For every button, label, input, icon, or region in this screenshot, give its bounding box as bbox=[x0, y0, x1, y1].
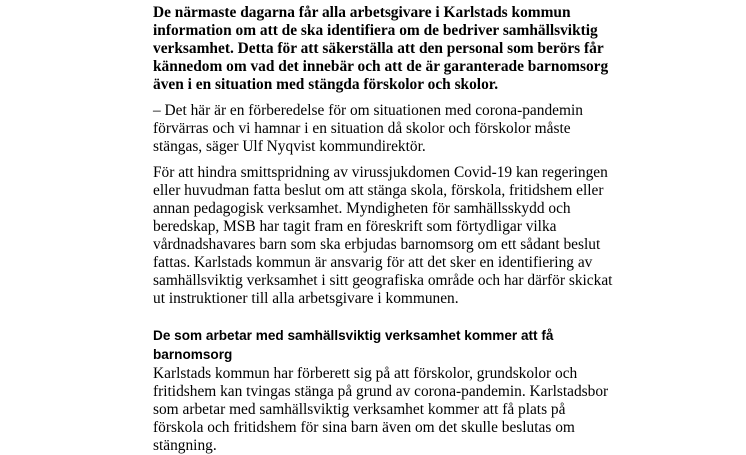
section-heading: De som arbetar med samhällsviktig verksamhet kommer att få barnomsorg bbox=[153, 328, 554, 362]
lead-paragraph: De närmaste dagarna får alla arbetsgivare i Karlstads kommun information om att de ska identifiera om de bedriver samhällsviktig verksamhet. Detta för att säkerställa att den personal som berörs får kännedom om vad det innebär och att de är garanterade barnomsorg även i en situation med stängda förskolor och skolor. bbox=[153, 4, 609, 93]
article-body bbox=[153, 4, 613, 455]
body-paragraph-2: Karlstads kommun har förberett sig på att förskolor, grundskolor och fritidshem kan tvingas stänga på grund av corona-pandemin. Karlstadsbor som arbetar med samhällsviktig verksamhet kommer att få plats på förskola och fritidshem för sina barn även om det skulle beslutas om stängning. bbox=[153, 365, 609, 454]
body-paragraph-1: För att hindra smittspridning av virussjukdomen Covid-19 kan regeringen eller huvudman fatta beslut om att stänga skola, förskola, fritidshem eller annan pedagogisk verksamhet. Myndigheten för samhällsskydd och beredskap, MSB har tagit fram en föreskrift som förtydligar vilka vårdnadshavares barn som ska erbjudas barnomsorg om ett sådant beslut fattas. Karlstads kommun är ansvarig för att det sker en identifiering av samhällsviktig verksamhet i sitt geografiska område och har därför skickat ut instruktioner till alla arbetsgivare i kommunen. bbox=[153, 164, 613, 307]
quote-paragraph: – Det här är en förberedelse för om situationen med corona-pandemin förvärras och vi hamnar i en situation då skolor och förskolor måste stängas, säger Ulf Nyqvist kommundirektör. bbox=[153, 102, 583, 155]
